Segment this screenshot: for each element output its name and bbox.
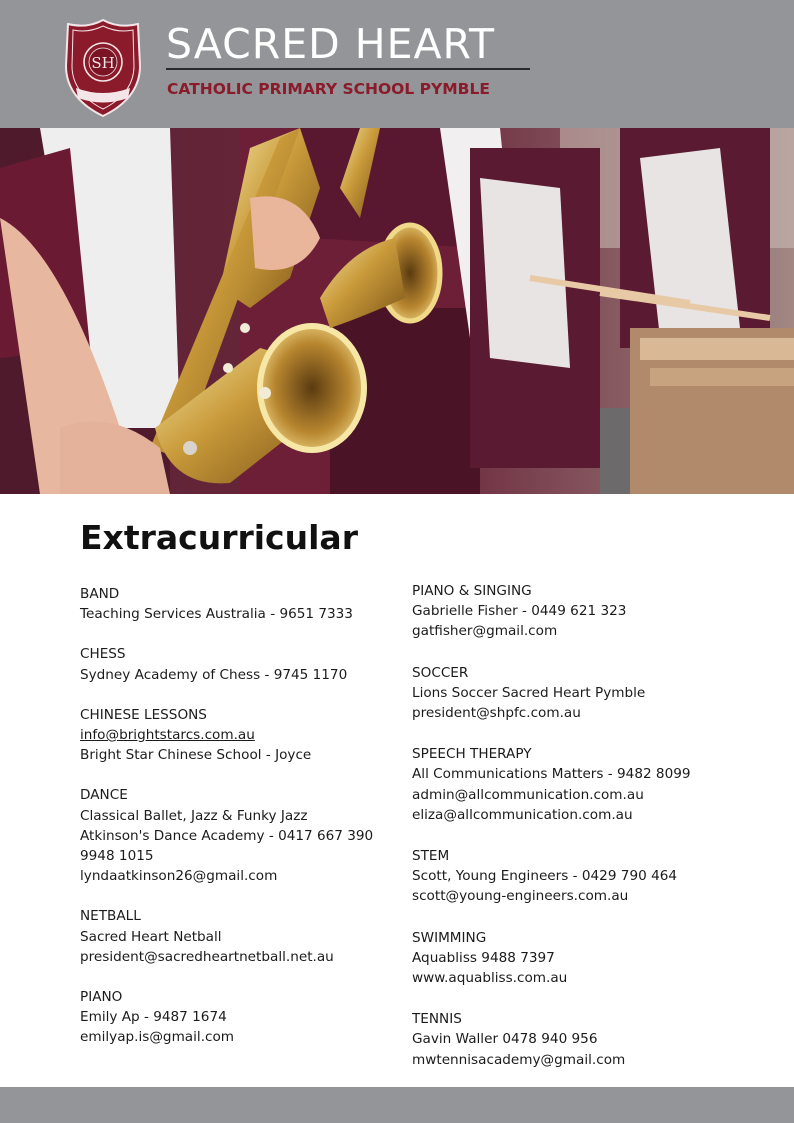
activity-soccer (412, 663, 742, 724)
crest-monogram: SH (91, 54, 115, 72)
activity-detail: Bright Star Chinese School - Joyce (80, 747, 312, 764)
activity-email: president@sacredheartnetball.net.au (80, 948, 334, 965)
activity-detail: Emily Ap - 9487 1674 (80, 1009, 227, 1026)
activity-detail: Sydney Academy of Chess - 9745 1170 (80, 666, 348, 683)
activity-name: DANCE (80, 787, 128, 804)
activity-email: eliza@allcommunication.com.au (412, 806, 633, 823)
activity-detail: Classical Ballet, Jazz & Funky Jazz (80, 807, 308, 824)
activity-email: scott@young-engineers.com.au (412, 888, 629, 905)
activity-name: BAND (80, 586, 120, 602)
activities-right-column (412, 581, 742, 1091)
activity-detail: Aquabliss 9488 7397 (412, 949, 555, 966)
activity-dance (80, 785, 410, 886)
activity-detail: Sacred Heart Netball (80, 928, 222, 945)
activity-piano-singing (412, 581, 742, 642)
school-name: SACRED HEART (166, 20, 496, 68)
title-divider (166, 68, 530, 70)
activity-detail: Gabrielle Fisher - 0449 621 323 (412, 603, 627, 620)
activity-piano (80, 987, 410, 1048)
activity-name: SPEECH THERAPY (412, 746, 532, 763)
school-subtitle: CATHOLIC PRIMARY SCHOOL PYMBLE (167, 80, 490, 98)
activity-name: SOCCER (412, 664, 469, 681)
activity-name: PIANO & SINGING (412, 583, 532, 599)
activity-name: TENNIS (412, 1011, 462, 1028)
activity-name: CHINESE LESSONS (80, 706, 207, 723)
activity-chess (80, 644, 410, 684)
activity-detail: Teaching Services Australia - 9651 7333 (80, 606, 353, 623)
activity-name: CHESS (80, 646, 126, 663)
saxophone-band-photo-icon (0, 128, 794, 494)
hero-photo (0, 128, 794, 494)
activity-band (80, 584, 410, 624)
activity-speech-therapy (412, 744, 742, 825)
activity-detail: Atkinson's Dance Academy - 0417 667 390 (80, 827, 374, 844)
activity-tennis (412, 1009, 742, 1070)
activity-detail: All Communications Matters - 9482 8099 (412, 766, 691, 783)
page-heading: Extracurricular (80, 518, 358, 557)
school-crest-icon (62, 18, 144, 118)
activity-detail: Scott, Young Engineers - 0429 790 464 (412, 868, 678, 885)
activity-email: gatfisher@gmail.com (412, 623, 558, 640)
activity-email: admin@allcommunication.com.au (412, 786, 644, 803)
activity-swimming (412, 928, 742, 989)
activity-name: SWIMMING (412, 929, 487, 946)
activity-detail: Lions Soccer Sacred Heart Pymble (412, 684, 646, 701)
activity-detail: Gavin Waller 0478 940 956 (412, 1031, 598, 1048)
activity-email: lyndaatkinson26@gmail.com (80, 868, 278, 885)
activity-name: PIANO (80, 989, 123, 1006)
activities-left-column (80, 584, 410, 1068)
activity-stem (412, 846, 742, 907)
chinese-email-link[interactable]: info@brightstarcs.com.au (80, 727, 255, 744)
activity-netball (80, 906, 410, 967)
activity-email: mwtennisacademy@gmail.com (412, 1051, 626, 1068)
activity-email: president@shpfc.com.au (412, 705, 581, 722)
activity-name: NETBALL (80, 908, 141, 925)
activity-website: www.aquabliss.com.au (412, 970, 568, 987)
header-band (0, 0, 794, 128)
activity-chinese-lessons (80, 705, 410, 766)
footer-band (0, 1087, 794, 1123)
activity-email: emilyap.is@gmail.com (80, 1029, 235, 1046)
activity-detail: 9948 1015 (80, 848, 154, 865)
activity-name: STEM (412, 848, 450, 865)
